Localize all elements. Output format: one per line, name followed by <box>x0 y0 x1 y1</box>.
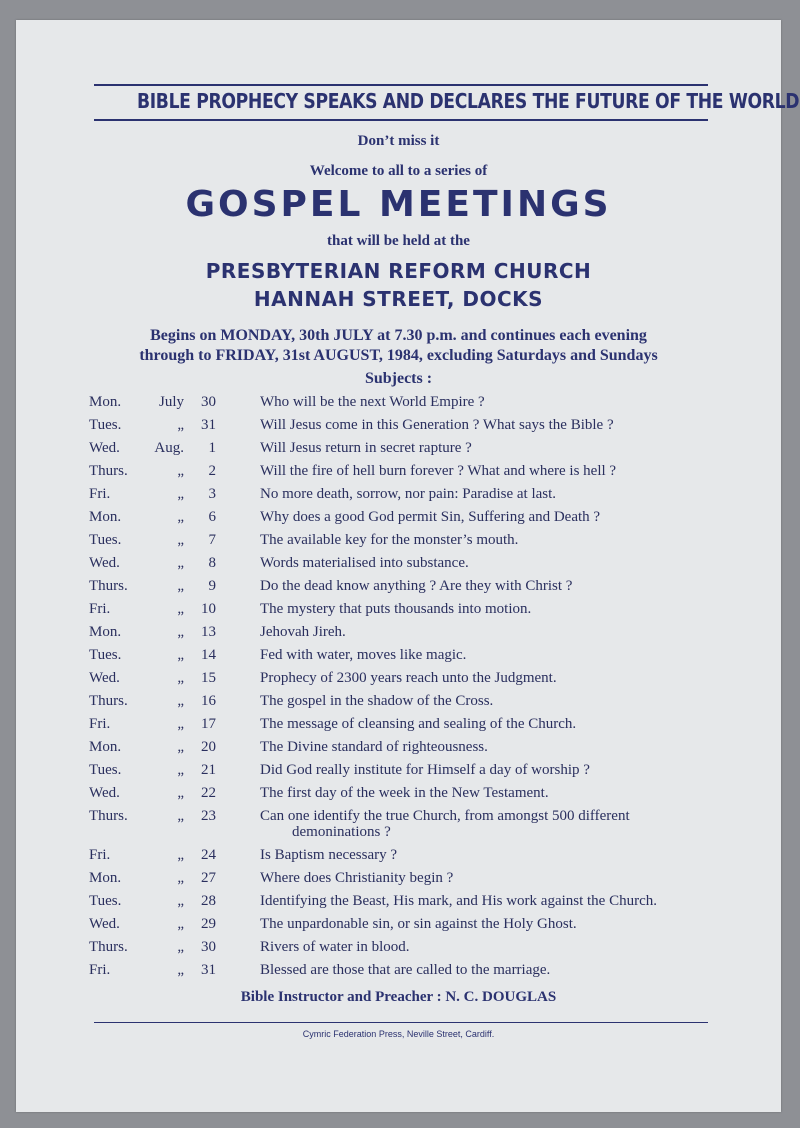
schedule-month: „ <box>177 624 184 640</box>
schedule-subject: Fed with water, moves like magic. <box>260 647 467 663</box>
schedule-day: Wed. <box>89 916 120 932</box>
schedule-date: 9 <box>208 578 216 594</box>
schedule-subject: Where does Christianity begin ? <box>260 870 454 886</box>
schedule-month: „ <box>177 463 184 479</box>
schedule-subject-continued: demoninations ? <box>292 824 391 840</box>
schedule-month: „ <box>177 647 184 663</box>
schedule-month: „ <box>177 847 184 863</box>
schedule-day: Mon. <box>89 870 122 886</box>
schedule-day: Fri. <box>89 847 111 863</box>
schedule-subject: The gospel in the shadow of the Cross. <box>260 693 494 709</box>
schedule-month: „ <box>177 601 184 617</box>
schedule-day: Thurs. <box>89 578 128 594</box>
schedule-month: „ <box>177 739 184 755</box>
schedule-day: Mon. <box>89 739 122 755</box>
schedule-day: Fri. <box>89 601 111 617</box>
schedule-date: 30 <box>201 939 216 955</box>
schedule-month: „ <box>177 486 184 502</box>
schedule-date: 17 <box>201 716 216 732</box>
schedule-month: Aug. <box>154 440 184 456</box>
schedule-date: 29 <box>201 916 216 932</box>
headline-top-rule <box>94 84 708 86</box>
schedule-month: „ <box>177 893 184 909</box>
schedule-day: Wed. <box>89 785 120 801</box>
dont-miss-text: Don’t miss it <box>357 133 440 149</box>
schedule-date: 23 <box>201 808 216 824</box>
schedule-date: 16 <box>201 693 216 709</box>
schedule-subject: Prophecy of 2300 years reach unto the Judgment. <box>260 670 557 686</box>
schedule-date: 24 <box>201 847 216 863</box>
schedule-subject: Jehovah Jireh. <box>260 624 346 640</box>
instructor-line: Bible Instructor and Preacher : N. C. DOUGLAS <box>240 989 557 1005</box>
printer-credit: Cymric Federation Press, Neville Street, Cardiff. <box>302 1029 495 1039</box>
schedule-month: „ <box>177 762 184 778</box>
schedule-date: 31 <box>201 417 216 433</box>
church-address: HANNAH STREET, DOCKS <box>253 287 544 311</box>
schedule-subject: No more death, sorrow, nor pain: Paradise at last. <box>260 486 557 502</box>
begins-line-1: Begins on MONDAY, 30th JULY at 7.30 p.m. and continues each evening <box>150 327 647 344</box>
schedule-month: „ <box>177 870 184 886</box>
schedule-month: „ <box>177 417 184 433</box>
schedule-month: „ <box>177 578 184 594</box>
schedule-day: Fri. <box>89 486 111 502</box>
schedule-subject: Is Baptism necessary ? <box>260 847 398 863</box>
schedule-day: Thurs. <box>89 808 128 824</box>
schedule-month: „ <box>177 670 184 686</box>
schedule-day: Mon. <box>89 394 122 410</box>
schedule-month: „ <box>177 962 184 978</box>
schedule-month: „ <box>177 916 184 932</box>
schedule-day: Wed. <box>89 440 120 456</box>
schedule-subject: Identifying the Beast, His mark, and His work against the Church. <box>260 893 658 909</box>
schedule-subject: The first day of the week in the New Testament. <box>260 785 549 801</box>
schedule-date: 1 <box>208 440 216 456</box>
schedule-month: „ <box>177 808 184 824</box>
schedule-day: Fri. <box>89 716 111 732</box>
schedule-date: 15 <box>201 670 216 686</box>
schedule-subject: Did God really institute for Himself a day of worship ? <box>260 762 590 778</box>
schedule-month: „ <box>177 785 184 801</box>
schedule-subject: Words materialised into substance. <box>260 555 469 571</box>
schedule-month: „ <box>177 716 184 732</box>
schedule-subject: The mystery that puts thousands into motion. <box>260 601 532 617</box>
schedule-day: Tues. <box>89 893 122 909</box>
schedule-subject: The unpardonable sin, or sin against the Holy Ghost. <box>260 916 577 932</box>
schedule-date: 27 <box>201 870 216 886</box>
schedule-month: „ <box>177 555 184 571</box>
schedule-day: Thurs. <box>89 693 128 709</box>
schedule-date: 20 <box>201 739 216 755</box>
schedule-subject: Will the fire of hell burn forever ? What and where is hell ? <box>260 463 617 479</box>
schedule-day: Mon. <box>89 509 122 525</box>
welcome-text: Welcome to all to a series of <box>309 163 488 179</box>
schedule-date: 31 <box>201 962 216 978</box>
footer-rule <box>94 1022 708 1023</box>
schedule-subject: Blessed are those that are called to the marriage. <box>260 962 551 978</box>
schedule-date: 10 <box>201 601 216 617</box>
schedule-day: Thurs. <box>89 939 128 955</box>
schedule-day: Fri. <box>89 962 111 978</box>
schedule-date: 28 <box>201 893 216 909</box>
schedule-month: „ <box>177 532 184 548</box>
schedule-subject: The message of cleansing and sealing of the Church. <box>260 716 577 732</box>
schedule-day: Tues. <box>89 417 122 433</box>
schedule-day: Wed. <box>89 555 120 571</box>
schedule-date: 13 <box>201 624 216 640</box>
schedule-subject: Rivers of water in blood. <box>260 939 410 955</box>
schedule-subject: Who will be the next World Empire ? <box>260 394 485 410</box>
headline-bottom-rule <box>94 119 708 121</box>
schedule-date: 14 <box>201 647 216 663</box>
schedule-day: Tues. <box>89 532 122 548</box>
schedule-month: July <box>158 394 184 410</box>
begins-line-2: through to FRIDAY, 31st AUGUST, 1984, excluding Saturdays and Sundays <box>139 347 658 364</box>
schedule-date: 3 <box>208 486 216 502</box>
schedule-date: 8 <box>208 555 216 571</box>
schedule-date: 30 <box>201 394 216 410</box>
held-at-text: that will be held at the <box>327 233 470 249</box>
schedule-subject: Do the dead know anything ? Are they with Christ ? <box>260 578 573 594</box>
church-name: PRESBYTERIAN REFORM CHURCH <box>205 259 592 283</box>
schedule-subject: Will Jesus return in secret rapture ? <box>260 440 472 456</box>
subjects-heading: Subjects : <box>364 370 433 387</box>
schedule-subject: Why does a good God permit Sin, Suffering and Death ? <box>260 509 601 525</box>
schedule-day: Tues. <box>89 762 122 778</box>
schedule-date: 2 <box>208 463 216 479</box>
poster-sheet <box>16 20 800 1112</box>
schedule-date: 7 <box>208 532 216 548</box>
headline: BIBLE PROPHECY SPEAKS AND DECLARES THE FUTURE OF THE WORLD <box>136 89 800 113</box>
schedule-date: 22 <box>201 785 216 801</box>
schedule-subject: Will Jesus come in this Generation ? What says the Bible ? <box>260 417 614 433</box>
schedule-date: 21 <box>201 762 216 778</box>
schedule-subject: The available key for the monster’s mouth. <box>260 532 519 548</box>
schedule-month: „ <box>177 939 184 955</box>
schedule-date: 6 <box>208 509 216 525</box>
schedule-subject: The Divine standard of righteousness. <box>260 739 488 755</box>
schedule-month: „ <box>177 509 184 525</box>
schedule-subject: Can one identify the true Church, from amongst 500 different <box>260 808 630 824</box>
schedule-day: Thurs. <box>89 463 128 479</box>
schedule-day: Mon. <box>89 624 122 640</box>
schedule-day: Wed. <box>89 670 120 686</box>
schedule-day: Tues. <box>89 647 122 663</box>
gospel-meetings-title: GOSPEL MEETINGS <box>185 184 612 225</box>
schedule-month: „ <box>177 693 184 709</box>
